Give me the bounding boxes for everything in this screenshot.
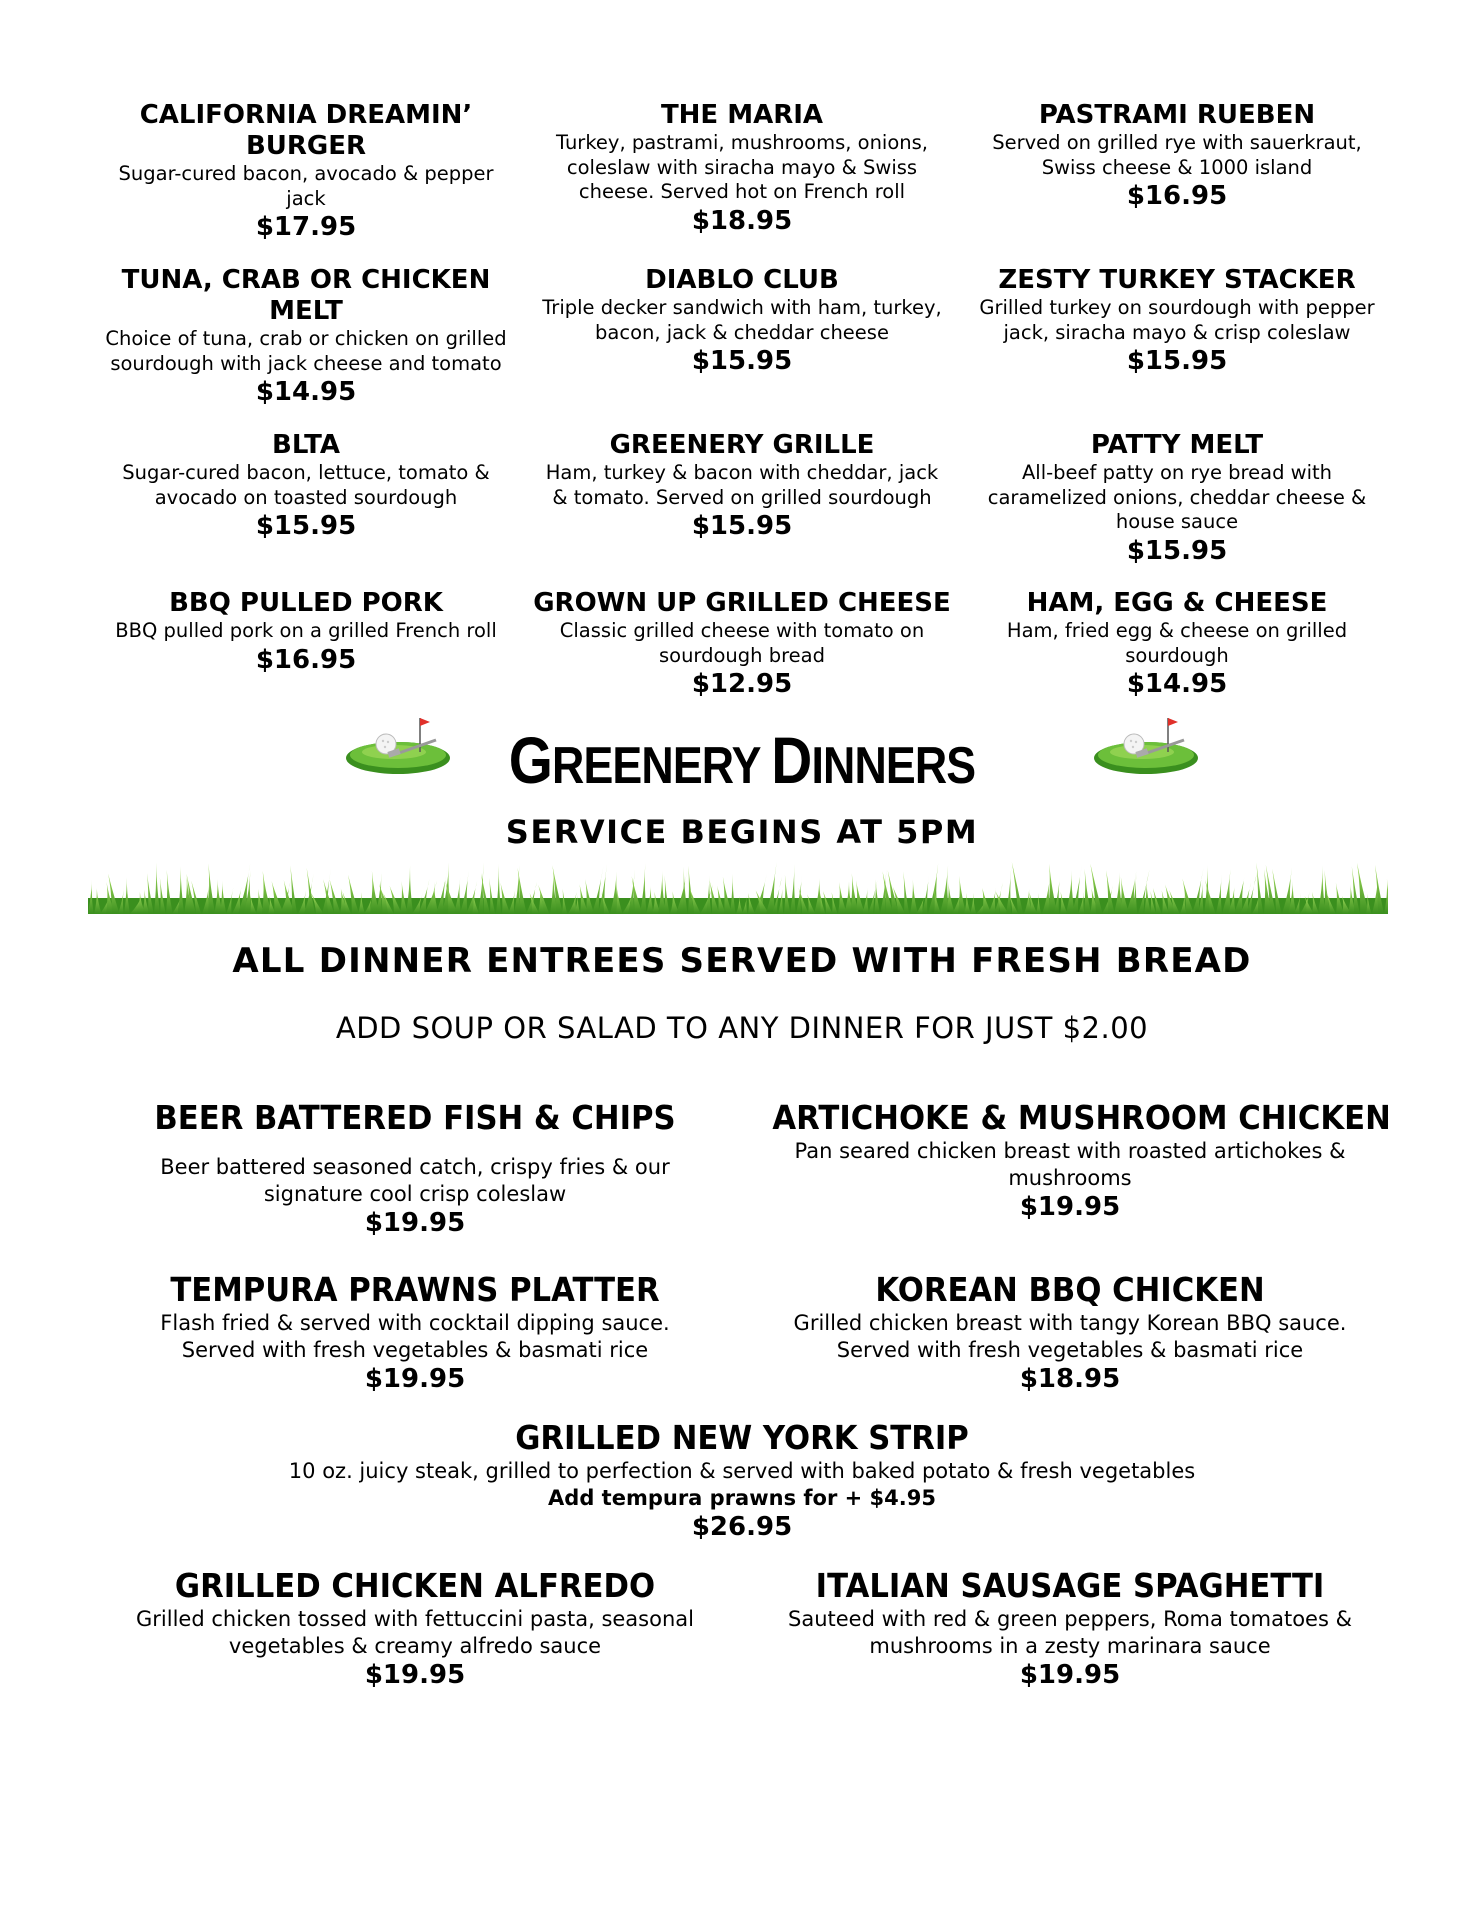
item-description: Sauteed with red & green peppers, Roma tomatoes & mushrooms in a zesty marinara sauce <box>788 1607 1352 1658</box>
menu-item-bbq-pulled-pork <box>96 588 516 676</box>
item-name: DIABLO CLUB <box>645 265 839 295</box>
menu-item-grilled-chicken-alfredo <box>110 1566 720 1691</box>
item-name: ARTICHOKE & MUSHROOM CHICKEN <box>772 1098 1391 1137</box>
menu-item-diablo-club <box>532 265 952 377</box>
item-description: BBQ pulled pork on a grilled French roll <box>115 619 497 642</box>
item-description: Flash fried & served with cocktail dipping sauce. Served with fresh vegetables & basmati rice <box>160 1311 670 1362</box>
item-price: $16.95 <box>1126 181 1228 211</box>
item-price: $19.95 <box>364 1364 466 1394</box>
item-description: Turkey, pastrami, mushrooms, onions, coleslaw with siracha mayo & Swiss cheese. Served hot on French roll <box>556 131 928 203</box>
item-price: $26.95 <box>691 1512 793 1542</box>
item-name: PASTRAMI RUEBEN <box>1038 100 1316 130</box>
service-begins-notice: SERVICE BEGINS AT 5PM <box>505 813 979 851</box>
item-name: PATTY MELT <box>1090 430 1264 460</box>
item-price: $12.95 <box>691 669 793 699</box>
item-price: $18.95 <box>691 205 793 236</box>
item-name: GRILLED NEW YORK STRIP <box>515 1418 969 1457</box>
item-name: THE MARIA <box>660 100 824 130</box>
grass-divider <box>88 858 1388 914</box>
item-description: Served on grilled rye with sauerkraut, Swiss cheese & 1000 island <box>992 131 1362 179</box>
item-price: $16.95 <box>255 644 357 675</box>
item-name: CALIFORNIA DREAMIN’ BURGER <box>139 100 473 161</box>
item-description: Triple decker sandwich with ham, turkey, bacon, jack & cheddar cheese <box>542 296 942 344</box>
item-name: BBQ PULLED PORK <box>169 588 443 618</box>
item-description: Grilled chicken breast with tangy Korean BBQ sauce. Served with fresh vegetables & basmati rice <box>793 1311 1347 1362</box>
item-description: Pan seared chicken breast with roasted artichokes & mushrooms <box>794 1139 1346 1190</box>
menu-item-grown-up-grilled-cheese <box>532 588 952 700</box>
menu-item-tuna-crab-chicken-melt <box>96 265 516 408</box>
item-name: BEER BATTERED FISH & CHIPS <box>154 1098 676 1137</box>
item-description: Sugar-cured bacon, lettuce, tomato & avocado on toasted sourdough <box>122 461 490 509</box>
item-price: $15.95 <box>255 511 357 541</box>
item-name: ITALIAN SAUSAGE SPAGHETTI <box>815 1566 1325 1605</box>
item-price: $19.95 <box>364 1660 466 1690</box>
menu-item-italian-sausage-spaghetti <box>750 1566 1390 1691</box>
item-price: $14.95 <box>255 377 357 407</box>
item-name: TUNA, CRAB OR CHICKEN MELT <box>121 265 491 326</box>
menu-item-greenery-grille <box>532 430 952 542</box>
menu-item-california-dreamin-burger <box>96 100 516 243</box>
item-price: $19.95 <box>1019 1660 1121 1690</box>
item-description: All-beef patty on rye bread with caramelized onions, cheddar cheese & house sauce <box>987 461 1367 533</box>
item-description: Sugar-cured bacon, avocado & pepper jack <box>118 162 494 210</box>
menu-item-blta <box>96 430 516 542</box>
menu-item-patty-melt <box>967 430 1387 567</box>
item-description: Classic grilled cheese with tomato on sourdough bread <box>559 619 925 667</box>
item-add-on-note: Add tempura prawns for + $4.95 <box>548 1486 936 1510</box>
item-description: Grilled chicken tossed with fettuccini pasta, seasonal vegetables & creamy alfredo sauce <box>136 1607 694 1658</box>
menu-item-pastrami-rueben <box>967 100 1387 212</box>
menu-item-tempura-prawns-platter <box>110 1270 720 1395</box>
item-description: 10 oz. juicy steak, grilled to perfection & served with baked potato & fresh vegetables <box>288 1459 1196 1483</box>
dinner-served-with-bread: ALL DINNER ENTREES SERVED WITH FRESH BREAD <box>232 941 1252 981</box>
item-description: Choice of tuna, crab or chicken on grilled sourdough with jack cheese and tomato <box>105 327 507 375</box>
item-price: $19.95 <box>364 1208 466 1238</box>
item-price: $15.95 <box>1126 346 1228 376</box>
item-price: $15.95 <box>691 511 793 541</box>
item-name: ZESTY TURKEY STACKER <box>998 265 1356 295</box>
menu-item-korean-bbq-chicken <box>750 1270 1390 1395</box>
item-price: $14.95 <box>1126 669 1228 699</box>
menu-item-zesty-turkey-stacker <box>967 265 1387 377</box>
item-price: $17.95 <box>255 212 357 242</box>
dinner-add-soup-salad: ADD SOUP OR SALAD TO ANY DINNER FOR JUST $2.00 <box>335 1011 1149 1045</box>
item-description: Ham, fried egg & cheese on grilled sourdough <box>1006 619 1348 667</box>
menu-item-ham-egg-cheese <box>967 588 1387 700</box>
section-title-greenery-dinners: GREENERY DINNERS <box>508 723 976 797</box>
item-description: Beer battered seasoned catch, crispy fries & our signature cool crisp coleslaw <box>160 1155 670 1206</box>
item-price: $19.95 <box>1019 1192 1121 1222</box>
item-price: $18.95 <box>1019 1364 1121 1394</box>
item-description: Grilled turkey on sourdough with pepper jack, siracha mayo & crisp coleslaw <box>979 296 1375 344</box>
item-name: KOREAN BBQ CHICKEN <box>875 1270 1265 1309</box>
item-name: TEMPURA PRAWNS PLATTER <box>170 1270 660 1309</box>
menu-item-grilled-new-york-strip <box>142 1418 1342 1543</box>
item-description: Ham, turkey & bacon with cheddar, jack & tomato. Served on grilled sourdough <box>545 461 939 509</box>
menu-item-artichoke-mushroom-chicken <box>750 1098 1390 1223</box>
menu-item-the-maria <box>532 100 952 237</box>
item-price: $15.95 <box>691 346 793 376</box>
item-name: GREENERY GRILLE <box>609 430 875 460</box>
item-name: HAM, EGG & CHEESE <box>1026 588 1328 618</box>
item-name: GROWN UP GRILLED CHEESE <box>533 588 951 618</box>
menu-item-beer-battered-fish-chips <box>110 1098 720 1239</box>
item-name: BLTA <box>272 430 340 460</box>
item-name: GRILLED CHICKEN ALFREDO <box>174 1566 656 1605</box>
item-price: $15.95 <box>1126 535 1228 566</box>
